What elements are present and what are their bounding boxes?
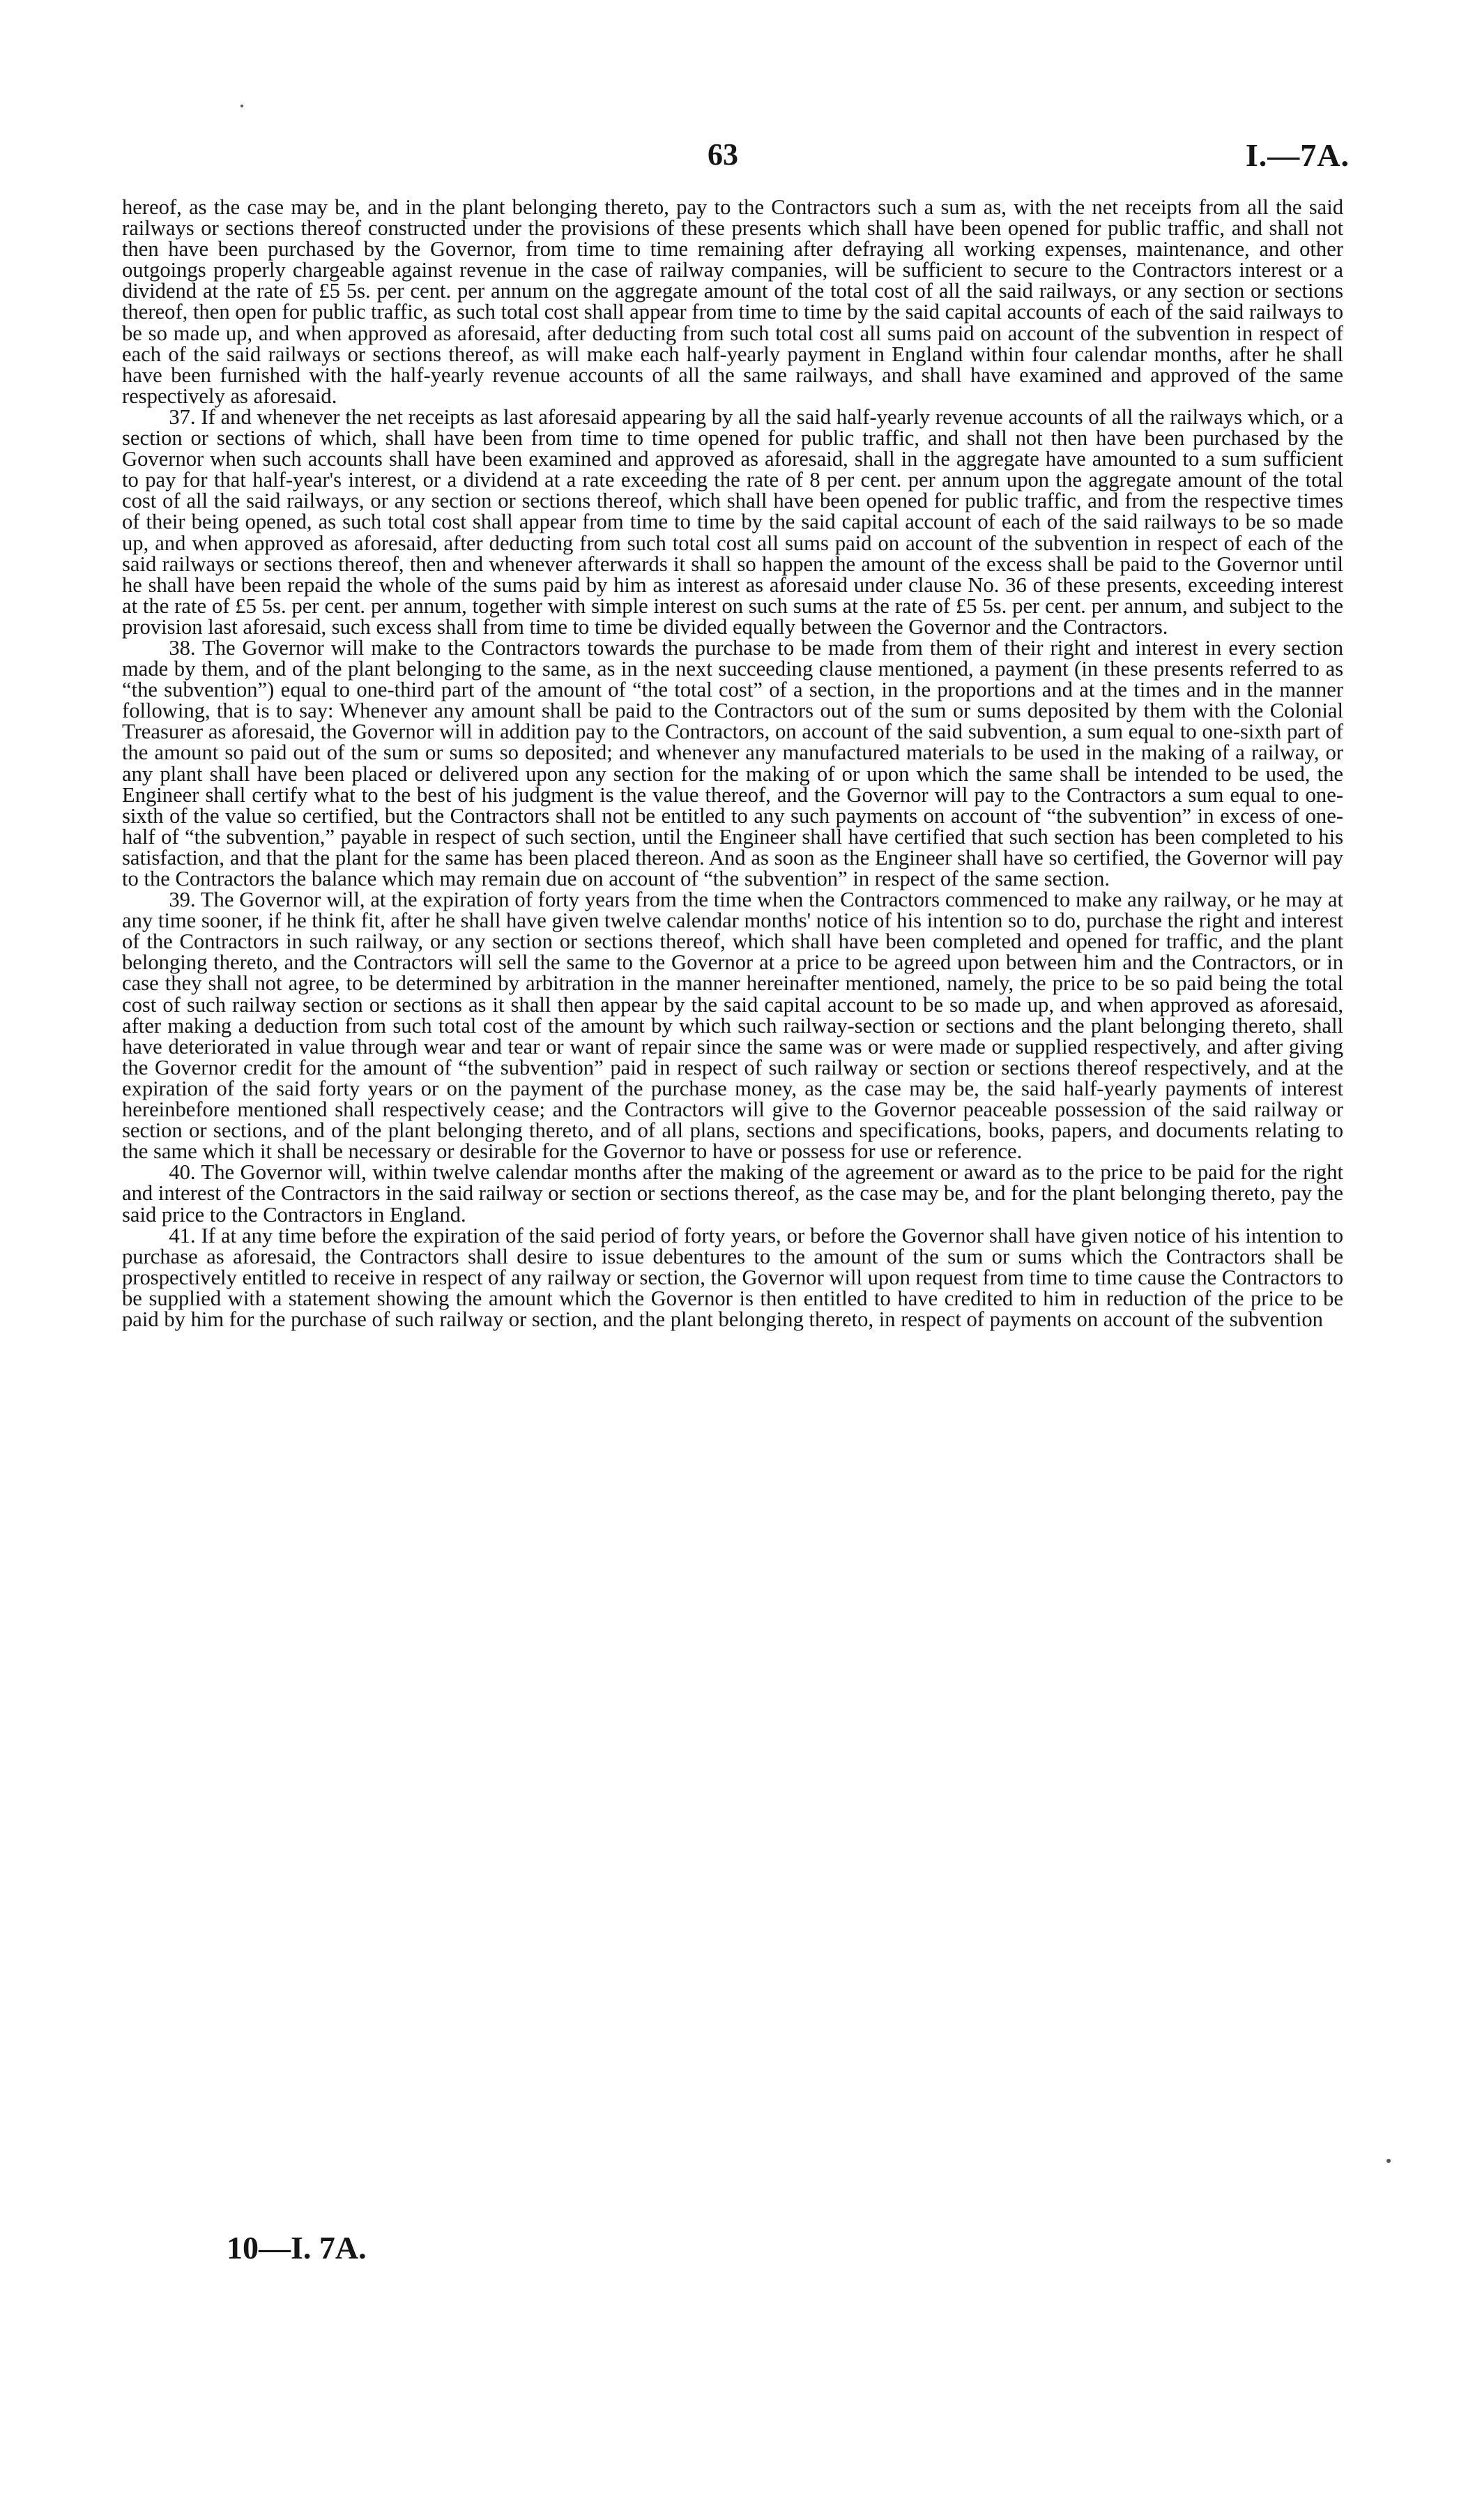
series-reference: I.—7A.: [1245, 137, 1350, 173]
signature-reference: 10—I. 7A.: [227, 2230, 367, 2265]
clause-39: 39. The Governor will, at the expiration of forty years from the time when the Contractors commenced to make any railway, or he may at any time sooner, if he think fit, after he shall have given twelve calendar months' notice of his intention so to do, purchase the right and interest of the Contractors in such railway, or any section or sections thereof, which shall have been completed and opened for traffic, and the plant belonging thereto, and the Contractors will sell the same to the Governor at a price to be agreed upon between him and the Contractors, or in case they shall not agree, to be determined by arbitration in the manner hereinafter mentioned, namely, the price to be so paid being the total cost of such railway section or sections as it shall then appear by the said capital account to be so made up, and when approved as aforesaid, after making a deduction from such total cost of the amount by which such railway-section or sections and the plant belonging thereto, shall have deteriorated in value through wear and tear or want of repair since the same was or were made or supplied respectively, and after giving the Governor credit for the amount of “the subvention” paid in respect of such railway or section or sections thereof respectively, and at the expiration of the said forty years or on the payment of the purchase money, as the case may be, the said half-yearly payments of interest hereinbefore mentioned shall respectively cease; and the Contractors will give to the Governor peaceable possession of the said railway or section or sections, and of the plant belonging thereto, and of all plans, sections and specifications, books, papers, and documents relating to the same which it shall be necessary or desirable for the Governor to have or possess for use or reference.: [122, 888, 1343, 1164]
page-header: [0, 137, 1482, 179]
print-speck: [1386, 2159, 1391, 2163]
paragraph-continuation: hereof, as the case may be, and in the plant belonging thereto, pay to the Contractors such a sum as, with the net receipts from all the said railways or sections thereof constructed under the provisions of these presents which shall have been opened for public traffic, and shall not then have been purchased by the Governor, from time to time remaining after defraying all working expenses, maintenance, and other outgoings properly chargeable against revenue in the case of railway companies, will be sufficient to secure to the Contractors interest or a dividend at the rate of £5 5s. per cent. per annum on the aggregate amount of the total cost of all the said railways, or any section or sections thereof, then open for public traffic, as such total cost shall appear from time to time by the said capital accounts of each of the said railways to be so made up, and when approved as aforesaid, after deducting from such total cost all sums paid on account of the subvention in respect of each of the said railways or sections thereof, as will make each half-yearly payment in England within four calendar months, after he shall have been furnished with the half-yearly revenue accounts of all the same railways, and shall have examined and approved of the same respectively as aforesaid.: [122, 195, 1343, 408]
clause-40: 40. The Governor will, within twelve calendar months after the making of the agreement or award as to the price to be paid for the right and interest of the Contractors in the said railway or section or sections thereof, as the case may be, and for the plant belonging thereto, pay the said price to the Contractors in England.: [122, 1160, 1343, 1227]
clause-41: 41. If at any time before the expiration of the said period of forty years, or before the Governor shall have given notice of his intention to purchase as aforesaid, the Contractors shall desire to issue debentures to the amount of the sum or sums which the Contractors shall be prospectively entitled to receive in respect of any railway or section, the Governor will upon request from time to time cause the Contractors to be supplied with a statement showing the amount which the Governor is then entitled to have credited to him in reduction of the price to be paid by him for the purchase of such railway or section, and the plant belonging thereto, in respect of payments on account of the subvention: [122, 1223, 1343, 1331]
clause-38: 38. The Governor will make to the Contractors towards the purchase to be made from them of their right and interest in every section made by them, and of the plant belonging to the same, as in the next succeeding clause mentioned, a payment (in these presents referred to as “the subvention”) equal to one-third part of the amount of “the total cost” of a section, in the proportions and at the times and in the manner following, that is to say: Whenever any amount shall be paid to the Contractors out of the sum or sums deposited by them with the Colonial Treasurer as aforesaid, the Governor will in addition pay to the Contractors, on account of the said subvention, a sum equal to one-sixth part of the amount so paid out of the sum or sums so deposited; and whenever any manufactured materials to be used in the making of a railway, or any plant shall have been placed or delivered upon any section for the making of or upon which the same shall be intended to be used, the Engineer shall certify what to the best of his judgment is the value thereof, and the Governor will pay to the Contractors a sum equal to one-sixth of the value so certified, but the Contractors shall not be entitled to any such payments on account of “the subvention” in excess of one-half of “the subvention,” payable in respect of such section, until the Engineer shall have certified that such section has been completed to his satisfaction, and that the plant for the same has been placed thereon. And as soon as the Engineer shall have so certified, the Governor will pay to the Contractors the balance which may remain due on account of “the subvention” in respect of the same section.: [122, 635, 1343, 890]
body-text: [122, 197, 1343, 1330]
page-number: 63: [708, 137, 738, 172]
clause-37: 37. If and whenever the net receipts as last aforesaid appearing by all the said half-yearly revenue accounts of all the railways which, or a section or sections of which, shall have been from time to time opened for public traffic, and shall not then have been purchased by the Governor when such accounts shall have been examined and approved as aforesaid, shall in the aggregate have amounted to a sum sufficient to pay for that half-year's interest, or a dividend at a rate exceeding the rate of 8 per cent. per annum upon the aggregate amount of the total cost of all the said railways, or any section or sections thereof, which shall have been opened for public traffic, and from the respective times of their being opened, as such total cost shall appear from time to time by the said capital account of each of the said railways to be so made up, and when approved as aforesaid, after deducting from such total cost all sums paid on account of the subvention in respect of each of the said railways or sections thereof, then and whenever afterwards it shall so happen the amount of the excess shall be paid to the Governor until he shall have been repaid the whole of the sums paid by him as interest as aforesaid under clause No. 36 of these presents, exceeding interest at the rate of £5 5s. per cent. per annum, together with simple interest on such sums at the rate of £5 5s. per cent. per annum, and subject to the provision last aforesaid, such excess shall from time to time be divided equally between the Governor and the Contractors.: [122, 404, 1343, 639]
print-speck: [240, 105, 243, 107]
